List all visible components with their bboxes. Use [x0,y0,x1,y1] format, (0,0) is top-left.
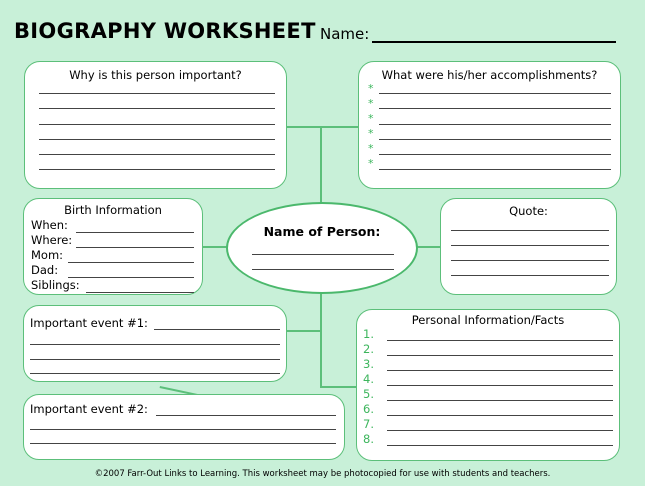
connector-line [202,246,228,248]
connector-line [320,293,322,387]
birth-info-box [23,198,203,295]
connector-line [416,246,440,248]
connector-line [320,386,358,388]
writing-line [451,260,609,261]
fact-number: 1. [363,327,374,341]
birth-mom-label: Mom: [31,248,64,262]
writing-line [68,262,194,263]
event1-label: Important event #1: [30,316,148,330]
writing-line [86,292,194,293]
important-box [24,61,287,189]
writing-line [451,275,609,276]
writing-line [76,232,194,233]
personal-info-box [356,309,620,461]
name-line [372,41,616,43]
fact-number: 8. [363,432,374,446]
writing-line [68,277,194,278]
important-box-title: Why is this person important? [69,68,242,82]
event1-box [23,305,287,382]
event2-box [23,394,345,460]
bullet-star: * [368,112,374,125]
bullet-star: * [368,142,374,155]
connector-line [286,126,358,128]
birth-dad-label: Dad: [31,263,59,277]
writing-line [156,415,336,416]
quote-box [440,198,617,295]
writing-line [379,154,611,155]
writing-line [379,139,611,140]
writing-line [30,359,280,360]
writing-line [387,445,613,446]
event2-label: Important event #2: [30,402,148,416]
birth-where-label: Where: [31,233,73,247]
writing-line [76,247,194,248]
fact-number: 3. [363,357,374,371]
fact-number: 2. [363,342,374,356]
name-label: Name: [320,25,370,43]
writing-line [379,169,611,170]
connector-line [320,126,322,203]
writing-line [387,355,613,356]
writing-line [39,154,275,155]
personal-info-title: Personal Information/Facts [411,313,565,327]
writing-line [39,108,275,109]
writing-line [39,139,275,140]
writing-line [252,269,394,270]
quote-title: Quote: [509,204,548,218]
writing-line [387,430,613,431]
writing-line [39,124,275,125]
birth-info-title: Birth Information [64,203,162,217]
person-name-oval [226,202,418,294]
bullet-star: * [368,127,374,140]
writing-line [387,340,613,341]
writing-line [39,169,275,170]
writing-line [379,93,611,94]
copyright-footer: ©2007 Farr-Out Links to Learning. This worksheet may be photocopied for use with students and teachers. [94,469,551,479]
writing-line [30,443,336,444]
writing-line [30,373,280,374]
person-name-title: Name of Person: [263,224,381,239]
writing-line [379,108,611,109]
writing-line [451,230,609,231]
fact-number: 6. [363,402,374,416]
worksheet-title: BIOGRAPHY WORKSHEET [14,19,316,43]
birth-when-label: When: [31,218,68,232]
bullet-star: * [368,97,374,110]
fact-number: 5. [363,387,374,401]
bullet-star: * [368,157,374,170]
writing-line [252,254,394,255]
fact-number: 4. [363,372,374,386]
writing-line [39,93,275,94]
writing-line [30,429,336,430]
writing-line [387,385,613,386]
writing-line [387,415,613,416]
writing-line [154,329,280,330]
accomplishments-box-title: What were his/her accomplishments? [381,68,598,82]
writing-line [30,344,280,345]
birth-siblings-label: Siblings: [31,278,80,292]
writing-line [387,370,613,371]
writing-line [379,124,611,125]
accomplishments-box [358,61,621,189]
writing-line [451,245,609,246]
fact-number: 7. [363,417,374,431]
bullet-star: * [368,82,374,95]
writing-line [387,400,613,401]
connector-line [286,330,321,332]
